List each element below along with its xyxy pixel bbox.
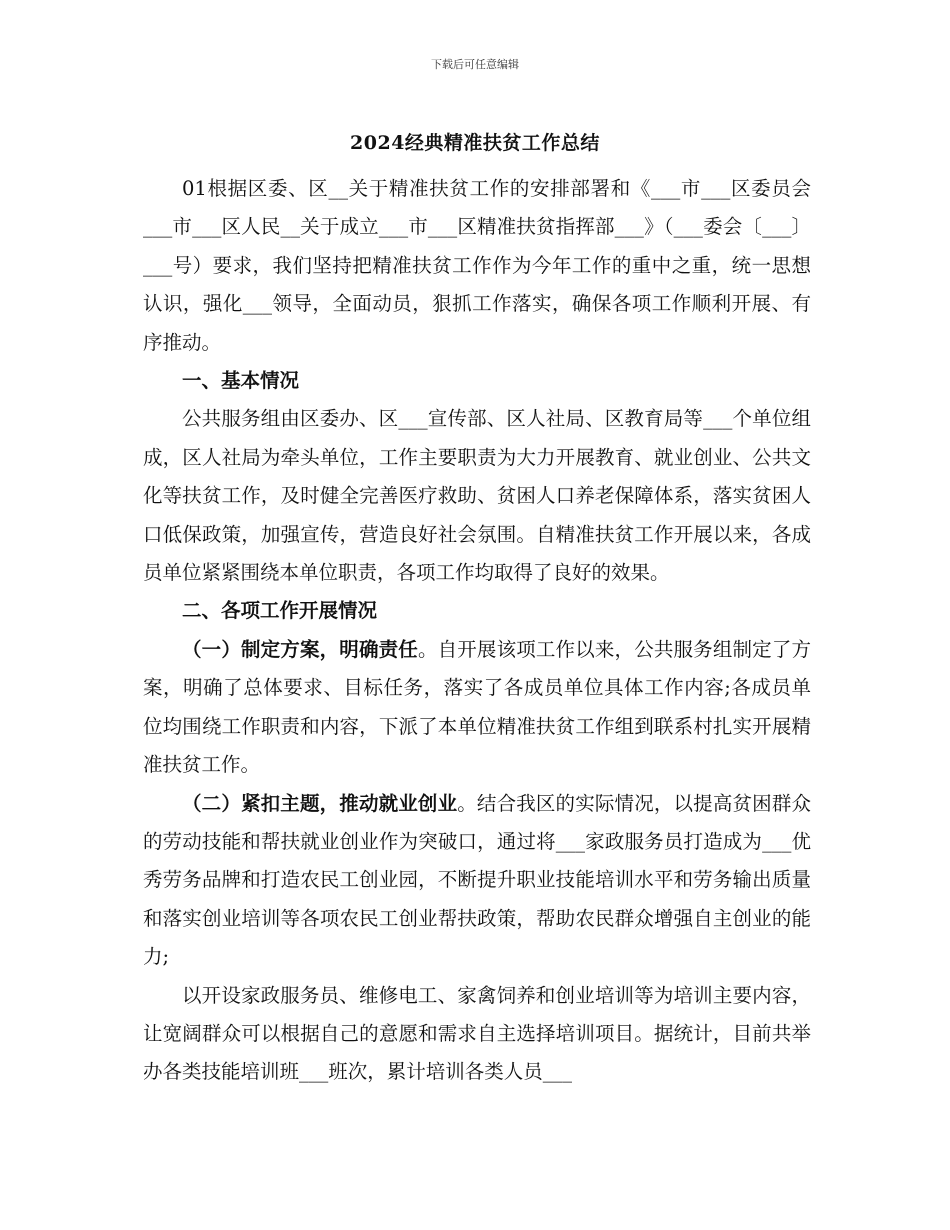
paragraph-plan-responsibility [143,631,811,785]
document-title: 2024经典精准扶贫工作总结 [350,132,600,154]
section-heading-work-progress: 二、各项工作开展情况 [182,599,378,623]
document-body [143,170,811,1092]
paragraph-plan-responsibility-text: 。自开展该项工作以来，公共服务组制定了方案，明确了总体要求、目标任务，落实了各成员单位具体工作内容;各成员单位均围绕工作职责和内容，下派了本单位精准扶贫工作组到联系村扎实开展精准扶贫工作。 [143,637,811,777]
paragraph-training: 以开设家政服务员、维修电工、家禽饲养和创业培训等为培训主要内容，让宽阔群众可以根据自己的意愿和需求自主选择培训项目。据统计，目前共举办各类技能培训班___班次，累计培训各类人员___ [143,983,811,1084]
paragraph-basic-situation: 公共服务组由区委办、区___宣传部、区人社局、区教育局等___个单位组成，区人社局为牵头单位，工作主要职责为大力开展教育、就业创业、公共文化等扶贫工作，及时健全完善医疗救助、贫困人口养老保障体系，落实贫困人口低保政策，加强宣传，营造良好社会氛围。自精准扶贫工作开展以来，各成员单位紧紧围绕本单位职责，各项工作均取得了良好的效果。 [143,407,811,585]
section-heading-basic: 一、基本情况 [182,369,300,393]
subheading-employment: （二）紧扣主题，推动就业创业 [182,791,458,815]
paragraph-employment [143,785,811,977]
header-note: 下载后可任意编辑 [431,58,519,71]
paragraph-intro: 01根据区委、区__关于精准扶贫工作的安排部署和《___市___区委员会___市___区人民__关于成立___市___区精准扶贫指挥部___》（___委会〔___〕___号）要求，我们坚持把精准扶贫工作作为今年工作的重中之重，统一思想认识，强化___领导，全面动员，狠抓工作落实，确保各项工作顺利开展、有序推动。 [143,177,811,354]
subheading-plan-responsibility: （一）制定方案，明确责任 [182,637,418,661]
paragraph-employment-text: 。结合我区的实际情况，以提高贫困群众的劳动技能和帮扶就业创业作为突破口，通过将___家政服务员打造成为___优秀劳务品牌和打造农民工创业园，不断提升职业技能培训水平和劳务输出质量和落实创业培训等各项农民工创业帮扶政策，帮助农民群众增强自主创业的能力; [143,791,811,969]
